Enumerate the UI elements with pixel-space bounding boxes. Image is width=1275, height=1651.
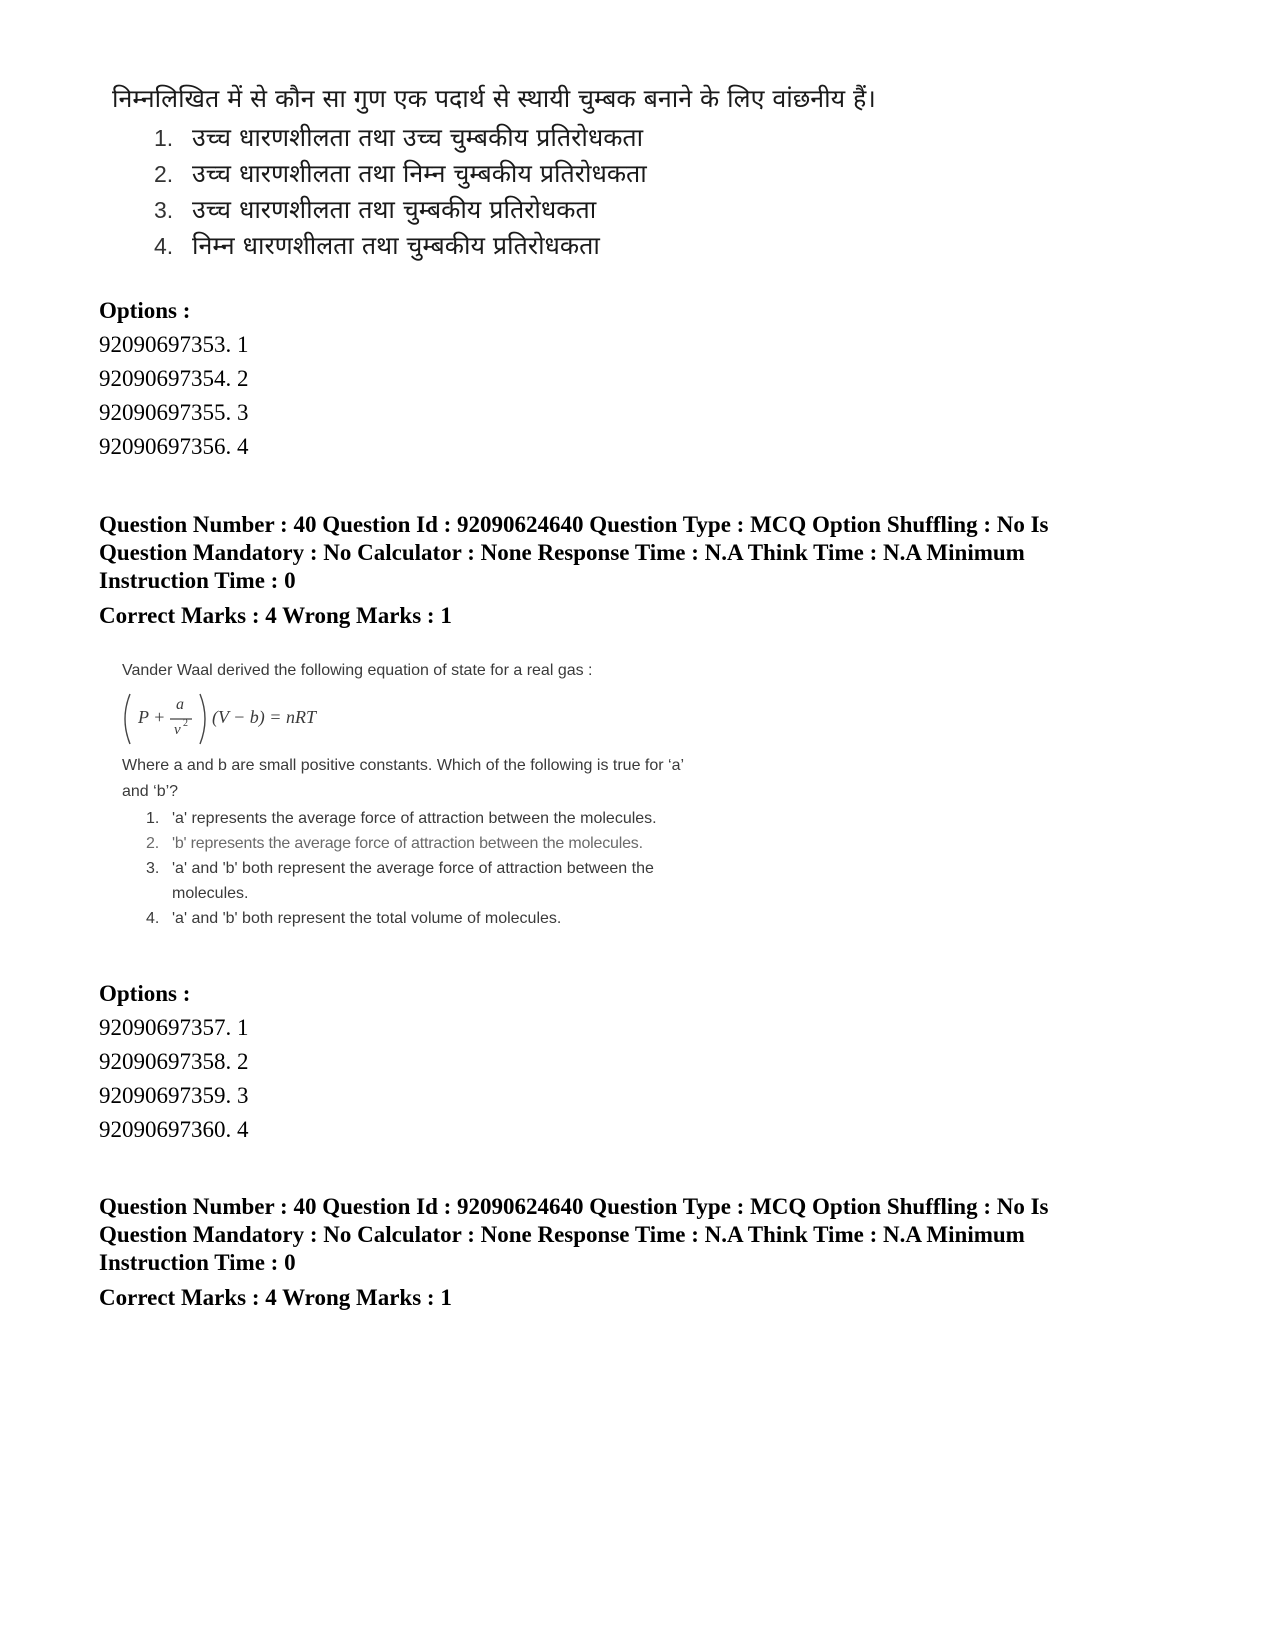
eq-rhs: (V − b) = nRT <box>212 707 316 727</box>
question-choice <box>112 156 912 192</box>
choice-text: उच्च धारणशीलता तथा चुम्बकीय प्रतिरोधकता <box>192 195 597 224</box>
choice-text: उच्च धारणशीलता तथा उच्च चुम्बकीय प्रतिरोधकता <box>192 123 644 152</box>
choice-number: 1. <box>154 125 174 151</box>
question-meta <box>99 511 1219 595</box>
question-intro: Vander Waal derived the following equation of state for a real gas : <box>122 662 593 679</box>
choice-number: 2. <box>154 161 174 187</box>
eq-numerator: a <box>176 696 184 713</box>
choice-text: 'a' and 'b' both represent the average force of attraction between the <box>172 860 654 877</box>
question-image-english <box>118 662 758 947</box>
options-label: Options : <box>99 298 191 323</box>
eq-p: P + <box>138 707 166 727</box>
option-item: 92090697356. 4 <box>99 434 249 459</box>
choice-number: 2. <box>146 835 159 852</box>
choice-text: 'a' represents the average force of attraction between the molecules. <box>172 810 657 827</box>
option-item: 92090697355. 3 <box>99 400 249 425</box>
question-choice <box>146 810 657 828</box>
question-stem: निम्नलिखित में से कौन सा गुण एक पदार्थ से स्थायी चुम्बक बनाने के लिए वांछनीय हैं। <box>112 84 876 113</box>
meta-line: Question Number : 40 Question Id : 92090624640 Question Type : MCQ Option Shuffling : No Is <box>99 512 1049 537</box>
option-item: 92090697358. 2 <box>99 1049 249 1074</box>
question-choice <box>112 192 912 228</box>
option-item: 92090697360. 4 <box>99 1117 249 1142</box>
choice-text: उच्च धारणशीलता तथा निम्न चुम्बकीय प्रतिरोधकता <box>192 159 647 188</box>
meta-line: Question Mandatory : No Calculator : None Response Time : N.A Think Time : N.A Minimum <box>99 1222 1025 1247</box>
question-choice <box>112 228 912 264</box>
question-choice <box>146 860 654 878</box>
option-item: 92090697354. 2 <box>99 366 249 391</box>
option-item: 92090697357. 1 <box>99 1015 249 1040</box>
choice-number: 1. <box>146 810 160 827</box>
meta-line: Question Mandatory : No Calculator : None Response Time : N.A Think Time : N.A Minimum <box>99 540 1025 565</box>
meta-line: Instruction Time : 0 <box>99 568 296 593</box>
choice-number: 3. <box>146 860 160 877</box>
question-choice <box>146 910 561 928</box>
question-image-hindi <box>112 82 912 272</box>
eq-denominator: v <box>174 722 181 738</box>
marks-line: Correct Marks : 4 Wrong Marks : 1 <box>99 1285 452 1310</box>
meta-line: Instruction Time : 0 <box>99 1250 296 1275</box>
question-meta <box>99 1193 1219 1277</box>
marks-line: Correct Marks : 4 Wrong Marks : 1 <box>99 603 452 628</box>
option-item: 92090697353. 1 <box>99 332 249 357</box>
question-choice <box>146 835 643 853</box>
choice-continuation: molecules. <box>172 885 249 902</box>
question-choices <box>112 120 912 264</box>
choice-text: निम्न धारणशीलता तथा चुम्बकीय प्रतिरोधकता <box>192 231 600 260</box>
choice-text: 'b' represents the average force of attraction between the molecules. <box>172 835 643 852</box>
question-where-line: Where a and b are small positive constants. Which of the following is true for ‘a’ <box>122 757 685 774</box>
choice-number: 3. <box>154 197 174 223</box>
choice-number: 4. <box>146 910 160 927</box>
meta-line: Question Number : 40 Question Id : 92090624640 Question Type : MCQ Option Shuffling : No Is <box>99 1194 1049 1219</box>
choice-text: 'a' and 'b' both represent the total volume of molecules. <box>172 910 562 927</box>
eq-exponent: 2 <box>183 718 188 729</box>
options-label: Options : <box>99 981 191 1006</box>
choice-number: 4. <box>154 233 174 259</box>
question-where-line: and ‘b’? <box>122 783 179 800</box>
vanderwaal-equation <box>118 690 348 748</box>
question-choice <box>112 120 912 156</box>
option-item: 92090697359. 3 <box>99 1083 249 1108</box>
